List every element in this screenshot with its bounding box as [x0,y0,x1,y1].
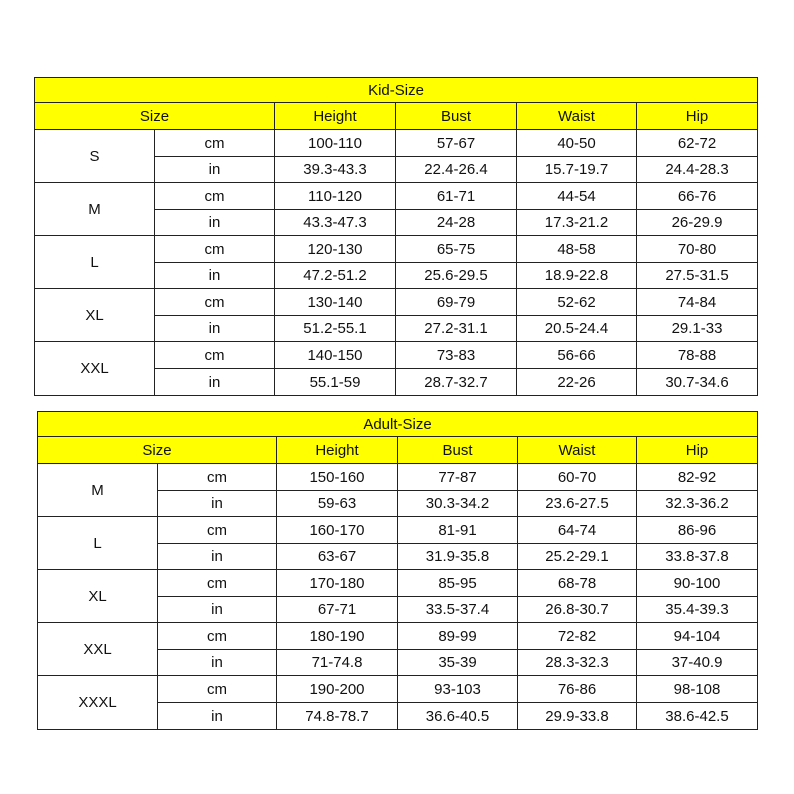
kid-value-cell: 39.3-43.3 [275,157,396,183]
kid-size-header: Size [35,103,275,130]
unit-label-cm: cm [155,130,275,157]
unit-label-in: in [155,316,275,342]
adult-height-header: Height [277,437,398,464]
kid-value-cell: 51.2-55.1 [275,316,396,342]
kid-height-header: Height [275,103,396,130]
kid-hip-header: Hip [637,103,758,130]
kid-size-label: XL [35,289,155,342]
kid-value-cell: 69-79 [396,289,517,316]
adult-value-cell: 25.2-29.1 [518,544,637,570]
adult-waist-header: Waist [518,437,637,464]
adult-value-cell: 35.4-39.3 [637,597,758,623]
kid-value-cell: 47.2-51.2 [275,263,396,289]
adult-size-header: Size [38,437,277,464]
unit-label-in: in [158,650,277,676]
adult-size-title: Adult-Size [38,412,758,437]
kid-value-cell: 27.2-31.1 [396,316,517,342]
adult-value-cell: 23.6-27.5 [518,491,637,517]
kid-size-label: L [35,236,155,289]
kid-value-cell: 52-62 [517,289,637,316]
kid-value-cell: 61-71 [396,183,517,210]
adult-value-cell: 37-40.9 [637,650,758,676]
kid-value-cell: 26-29.9 [637,210,758,236]
adult-value-cell: 64-74 [518,517,637,544]
kid-value-cell: 74-84 [637,289,758,316]
adult-row-l-cm [38,517,758,544]
adult-value-cell: 28.3-32.3 [518,650,637,676]
adult-value-cell: 180-190 [277,623,398,650]
kid-waist-header: Waist [517,103,637,130]
unit-label-cm: cm [155,289,275,316]
kid-value-cell: 20.5-24.4 [517,316,637,342]
unit-label-cm: cm [155,342,275,369]
kid-size-table [34,77,758,396]
adult-value-cell: 170-180 [277,570,398,597]
adult-value-cell: 76-86 [518,676,637,703]
kid-value-cell: 22-26 [517,369,637,396]
kid-value-cell: 120-130 [275,236,396,263]
adult-value-cell: 72-82 [518,623,637,650]
adult-value-cell: 89-99 [398,623,518,650]
kid-bust-header: Bust [396,103,517,130]
adult-bust-header: Bust [398,437,518,464]
adult-size-label: XL [38,570,158,623]
unit-label-in: in [158,544,277,570]
kid-size-label: S [35,130,155,183]
adult-row-xxxl-cm [38,676,758,703]
kid-value-cell: 44-54 [517,183,637,210]
kid-value-cell: 70-80 [637,236,758,263]
adult-value-cell: 59-63 [277,491,398,517]
unit-label-cm: cm [158,623,277,650]
adult-value-cell: 71-74.8 [277,650,398,676]
kid-row-xl-cm [35,289,758,316]
adult-size-label: M [38,464,158,517]
unit-label-cm: cm [158,517,277,544]
adult-value-cell: 31.9-35.8 [398,544,518,570]
kid-value-cell: 140-150 [275,342,396,369]
kid-value-cell: 130-140 [275,289,396,316]
kid-value-cell: 22.4-26.4 [396,157,517,183]
adult-row-m-cm [38,464,758,491]
adult-value-cell: 26.8-30.7 [518,597,637,623]
kid-row-xxl-cm [35,342,758,369]
adult-value-cell: 82-92 [637,464,758,491]
unit-label-in: in [155,263,275,289]
adult-value-cell: 68-78 [518,570,637,597]
kid-value-cell: 28.7-32.7 [396,369,517,396]
kid-row-l-cm [35,236,758,263]
kid-value-cell: 57-67 [396,130,517,157]
kid-value-cell: 66-76 [637,183,758,210]
adult-value-cell: 29.9-33.8 [518,703,637,730]
adult-value-cell: 74.8-78.7 [277,703,398,730]
adult-value-cell: 35-39 [398,650,518,676]
adult-size-label: XXXL [38,676,158,730]
unit-label-cm: cm [155,236,275,263]
unit-label-cm: cm [158,570,277,597]
kid-value-cell: 73-83 [396,342,517,369]
kid-value-cell: 17.3-21.2 [517,210,637,236]
adult-value-cell: 33.5-37.4 [398,597,518,623]
kid-size-label: M [35,183,155,236]
unit-label-in: in [158,703,277,730]
adult-size-label: L [38,517,158,570]
kid-value-cell: 24.4-28.3 [637,157,758,183]
adult-value-cell: 93-103 [398,676,518,703]
adult-value-cell: 77-87 [398,464,518,491]
adult-value-cell: 86-96 [637,517,758,544]
kid-value-cell: 65-75 [396,236,517,263]
adult-value-cell: 60-70 [518,464,637,491]
adult-value-cell: 160-170 [277,517,398,544]
adult-row-xl-cm [38,570,758,597]
adult-size-table [37,411,758,730]
kid-value-cell: 25.6-29.5 [396,263,517,289]
unit-label-cm: cm [158,464,277,491]
adult-value-cell: 36.6-40.5 [398,703,518,730]
kid-value-cell: 43.3-47.3 [275,210,396,236]
unit-label-in: in [155,369,275,396]
kid-value-cell: 110-120 [275,183,396,210]
kid-value-cell: 56-66 [517,342,637,369]
unit-label-in: in [158,597,277,623]
adult-value-cell: 190-200 [277,676,398,703]
unit-label-in: in [155,210,275,236]
unit-label-in: in [155,157,275,183]
adult-row-xxl-cm [38,623,758,650]
unit-label-cm: cm [158,676,277,703]
kid-value-cell: 27.5-31.5 [637,263,758,289]
adult-value-cell: 67-71 [277,597,398,623]
adult-value-cell: 81-91 [398,517,518,544]
adult-size-label: XXL [38,623,158,676]
kid-row-s-cm [35,130,758,157]
kid-value-cell: 48-58 [517,236,637,263]
adult-value-cell: 30.3-34.2 [398,491,518,517]
kid-value-cell: 100-110 [275,130,396,157]
kid-value-cell: 40-50 [517,130,637,157]
kid-value-cell: 15.7-19.7 [517,157,637,183]
adult-value-cell: 63-67 [277,544,398,570]
unit-label-cm: cm [155,183,275,210]
kid-value-cell: 18.9-22.8 [517,263,637,289]
adult-value-cell: 32.3-36.2 [637,491,758,517]
kid-value-cell: 62-72 [637,130,758,157]
kid-row-m-cm [35,183,758,210]
adult-hip-header: Hip [637,437,758,464]
kid-value-cell: 78-88 [637,342,758,369]
adult-value-cell: 85-95 [398,570,518,597]
adult-value-cell: 150-160 [277,464,398,491]
adult-value-cell: 90-100 [637,570,758,597]
kid-value-cell: 24-28 [396,210,517,236]
kid-value-cell: 29.1-33 [637,316,758,342]
kid-value-cell: 55.1-59 [275,369,396,396]
kid-size-title: Kid-Size [35,78,758,103]
adult-value-cell: 94-104 [637,623,758,650]
adult-value-cell: 98-108 [637,676,758,703]
adult-value-cell: 38.6-42.5 [637,703,758,730]
kid-size-label: XXL [35,342,155,396]
unit-label-in: in [158,491,277,517]
adult-value-cell: 33.8-37.8 [637,544,758,570]
kid-value-cell: 30.7-34.6 [637,369,758,396]
